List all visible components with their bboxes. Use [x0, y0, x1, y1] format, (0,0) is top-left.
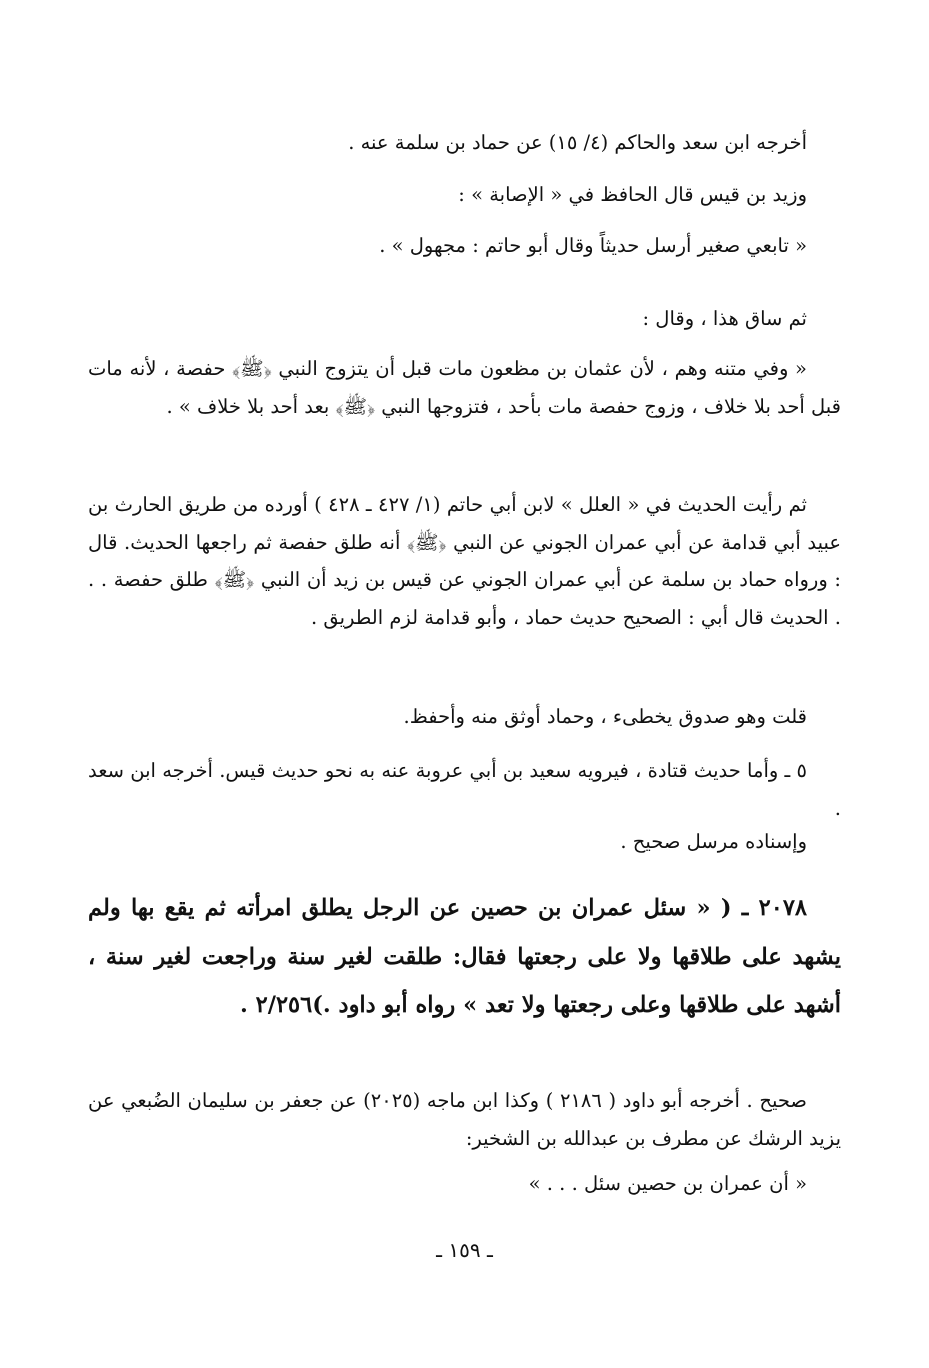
intro-lines [88, 124, 841, 265]
qatada-paragraph [88, 752, 841, 861]
paragraph-line: وإسناده مرسل صحيح . [620, 830, 807, 853]
commentary-paragraph [88, 486, 841, 636]
paragraph: قلت وهو صدوق يخطىء ، وحماد أوثق منه وأحفظ. [403, 705, 807, 728]
text-line: أخرجه ابن سعد والحاكم (٤/ ١٥) عن حماد بن سلمة عنه . [348, 131, 807, 154]
text-line: وزيد بن قيس قال الحافظ في « الإصابة » : [458, 182, 807, 206]
grading-paragraph [88, 1082, 841, 1203]
text-line: ثم ساق هذا ، وقال : [642, 307, 807, 330]
page-number: ـ ١٥٩ ـ [436, 1238, 493, 1262]
hadith-text: ٢٠٧٨ ـ ( « سئل عمران بن حصين عن الرجل يطلق امرأته ثم يقع بها ولم يشهد على طلاقها ولا على رجعتها فقال: طلقت لغير سنة وراجعت لغير سنة ، أشهد على طلاقها وعلى رجعتها ولا تعد » رواه أبو داود .)٢/٢٥٦ . [88, 895, 841, 1018]
text-line: « تابعي صغير أرسل حديثاً وقال أبو حاتم : مجهول » . [379, 234, 807, 257]
paragraph: ٥ ـ وأما حديث قتادة ، فيرويه سعيد بن أبي عروبة عنه به نحو حديث قيس. أخرجه ابن سعد . [88, 759, 841, 820]
paragraph-line: « أن عمران بن حصين سئل . . . » [528, 1172, 807, 1195]
hadith-block [88, 884, 841, 1030]
quote-paragraph [88, 350, 841, 425]
transition-line [88, 300, 841, 338]
paragraph: « وفي متنه وهم ، لأن عثمان بن مظعون مات قبل أن يتزوج النبي ﴿ﷺ﴾ حفصة ، لأنه مات قبل أحد بلا خلاف ، وزوج حفصة مات بأحد ، فتزوجها النبي ﴿ﷺ﴾ بعد أحد بلا خلاف » . [88, 357, 841, 418]
paragraph: ثم رأيت الحديث في « العلل » لابن أبي حاتم (١/ ٤٢٧ ـ ٤٢٨ ) أورده من طريق الحارث بن عبيد أبي قدامة عن أبي عمران الجوني عن النبي ﴿ﷺ﴾ أنه طلق حفصة ثم راجعها الحديث. قال : ورواه حماد بن سلمة عن أبي عمران الجوني عن قيس بن زيد أن النبي ﴿ﷺ﴾ طلق حفصة . . . الحديث قال أبي : الصحيح حديث حماد ، وأبو قدامة لزم الطريق . [88, 493, 841, 629]
note-paragraph [88, 698, 841, 736]
paragraph: صحيح . أخرجه أبو داود ( ٢١٨٦ ) وكذا ابن ماجه (٢٠٢٥) عن جعفر بن سليمان الضُبعي عن يزيد الرشك عن مطرف بن عبدالله بن الشخير: [88, 1089, 841, 1150]
